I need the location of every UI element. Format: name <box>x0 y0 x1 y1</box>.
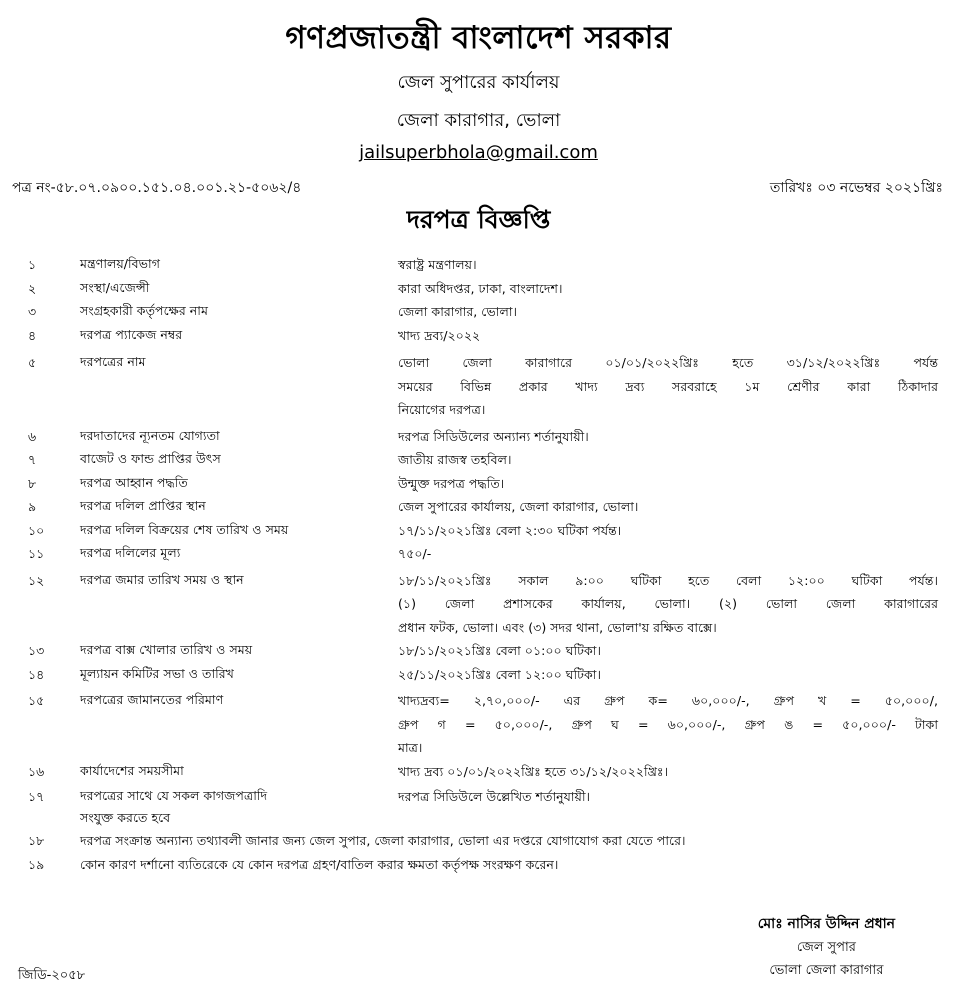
reference-number: পত্র নং-৫৮.০৭.০৯০০.১৫১.০৪.০০১.২১-৫০৬২/৪ <box>12 180 302 196</box>
row-value: দরপত্র সিডিউলের অন্যান্য শর্তানুযায়ী। <box>398 428 589 444</box>
serial-number: ১৬ <box>28 763 45 779</box>
row-value-line: প্রধান ফটক, ভোলা। এবং (৩) সদর থানা, ভোলা'য় রক্ষিত বাক্সে। <box>398 619 717 635</box>
signatory-designation: জেল সুপার <box>796 940 856 955</box>
government-title: গণপ্রজাতন্ত্রী বাংলাদেশ সরকার <box>285 20 672 56</box>
row-value: উন্মুক্ত দরপত্র পদ্ধতি। <box>398 475 505 491</box>
row-label <box>80 785 398 829</box>
row-label: সংগ্রহকারী কর্তৃপক্ষের নাম <box>80 303 208 318</box>
table-row <box>0 495 957 519</box>
table-row <box>0 277 957 301</box>
serial-number: ১২ <box>28 572 45 588</box>
row-value: জাতীয় রাজস্ব তহবিল। <box>398 452 512 467</box>
row-label: দরপত্র বাক্স খোলার তারিখ ও সময় <box>80 642 253 657</box>
row-value-line: মাত্র। <box>398 740 423 755</box>
row-value: কারা অধিদপ্তর, ঢাকা, বাংলাদেশ। <box>398 280 563 296</box>
table-row <box>0 425 957 449</box>
signature-block <box>758 913 895 982</box>
serial-number: ১৯ <box>28 857 45 872</box>
row-value: ১৭/১১/২০২১খ্রিঃ বেলা ২:৩০ ঘটিকা পর্যন্ত। <box>398 522 622 538</box>
serial-number: ৯ <box>28 499 37 514</box>
table-row <box>0 689 957 760</box>
row-value: ১৮/১১/২০২১খ্রিঃ বেলা ০১:০০ ঘটিকা। <box>398 643 601 658</box>
row-value: খাদ্য দ্রব্য/২০২২ <box>398 327 481 343</box>
table-row <box>0 448 957 472</box>
table-row <box>0 351 957 422</box>
row-label: দরপত্র দলিলের মূল্য <box>80 545 181 560</box>
table-row <box>0 853 957 877</box>
serial-number: ১১ <box>28 546 45 561</box>
row-label: মন্ত্রণালয়/বিভাগ <box>80 256 160 271</box>
notice-title: দরপত্র বিজ্ঞপ্তি <box>406 205 551 234</box>
row-label: কার্যাদেশের সময়সীমা <box>80 762 184 778</box>
full-row-text: কোন কারণ দর্শানো ব্যতিরেকে যে কোন দরপত্র গ্রহণ/বাতিল করার ক্ষমতা কর্তৃপক্ষ সংরক্ষণ করেন। <box>80 857 559 872</box>
serial-number: ১৪ <box>28 666 45 682</box>
row-label-line: দরপত্রের সাথে যে সকল কাগজপত্রাদি <box>80 788 268 803</box>
table-row <box>0 253 957 277</box>
row-value: জেলা কারাগার, ভোলা। <box>398 304 517 319</box>
row-label: বাজেট ও ফান্ড প্রাপ্তির উৎস <box>80 451 221 466</box>
row-value: খাদ্য দ্রব্য ০১/০১/২০২২খ্রিঃ হতে ৩১/১২/২০২২খ্রিঃ। <box>398 763 669 779</box>
table-row <box>0 300 957 324</box>
serial-number: ৫ <box>28 355 37 370</box>
row-value-line: ১৮/১১/২০২১খ্রিঃ সকাল ৯:০০ ঘটিকা হতে বেলা ১২:০০ ঘটিকা পর্যন্ত। <box>398 572 938 588</box>
row-label: মূল্যায়ন কমিটির সভা ও তারিখ <box>80 665 234 681</box>
row-label: দরপত্র দলিল প্রাপ্তির স্থান <box>80 498 206 513</box>
row-label: দরপত্র প্যাকেজ নম্বর <box>80 326 183 342</box>
serial-number: ১০ <box>28 522 45 538</box>
row-value <box>398 689 938 760</box>
row-value-line: (১) জেলা প্রশাসকের কার্যালয়, ভোলা। (২) ভোলা জেলা কারাগারের <box>398 596 938 611</box>
table-row <box>0 569 957 640</box>
serial-number: ১ <box>28 257 37 272</box>
row-value-line: নিয়োগের দরপত্র। <box>398 402 486 417</box>
row-value-line: ভোলা জেলা কারাগারে ০১/০১/২০২২খ্রিঃ হতে ৩১/১২/২০২২খ্রিঃ পর্যন্ত <box>398 355 938 370</box>
serial-number: ৮ <box>28 475 37 491</box>
row-label-line: সংযুক্ত করতে হবে <box>80 810 171 825</box>
row-value: স্বরাষ্ট্র মন্ত্রণালয়। <box>398 257 477 272</box>
signatory-name: মোঃ নাসির উদ্দিন প্রধান <box>757 916 895 932</box>
serial-number: ৭ <box>28 452 37 467</box>
row-value-line: সময়ের বিভিন্ন প্রকার খাদ্য দ্রব্য সরবরাহে ১ম শ্রেণীর কারা ঠিকাদার <box>398 378 938 394</box>
row-label: দরপত্র জমার তারিখ সময় ও স্থান <box>80 571 244 587</box>
table-row <box>0 639 957 663</box>
gd-number: জিডি-২০৫৮ <box>18 968 86 983</box>
row-value: ২৫/১১/২০২১খ্রিঃ বেলা ১২:০০ ঘটিকা। <box>398 666 601 682</box>
row-value <box>398 351 938 422</box>
row-label: দরপত্রের নাম <box>80 354 146 369</box>
row-label: দরদাতাদের ন্যূনতম যোগ্যতা <box>80 427 220 443</box>
office-name: জেল সুপারের কার্যালয় <box>397 72 560 93</box>
signatory-office: ভোলা জেলা কারাগার <box>769 963 884 978</box>
serial-number: ৪ <box>28 327 37 343</box>
table-row <box>0 324 957 348</box>
row-label: দরপত্রের জামানতের পরিমাণ <box>80 692 224 707</box>
table-row <box>0 663 957 687</box>
notice-date: তারিখঃ ০৩ নভেম্বর ২০২১খ্রিঃ <box>769 180 943 196</box>
row-value: দরপত্র সিডিউলে উল্লেখিত শর্তানুযায়ী। <box>398 789 591 804</box>
row-label: দরপত্র দলিল বিক্রয়ের শেষ তারিখ ও সময় <box>80 521 289 537</box>
row-value: জেল সুপারের কার্যালয়, জেলা কারাগার, ভোলা। <box>398 499 639 514</box>
table-row <box>0 472 957 496</box>
row-label: সংস্থা/এজেন্সী <box>80 279 150 295</box>
table-row <box>0 829 957 853</box>
row-value <box>398 569 938 640</box>
serial-number: ২ <box>28 280 37 296</box>
serial-number: ১৮ <box>28 833 45 848</box>
table-row <box>0 542 957 566</box>
serial-number: ৩ <box>28 304 37 319</box>
table-row <box>0 760 957 784</box>
row-value-line: গ্রুপ গ = ৫০,০০০/-, গ্রুপ ঘ = ৬০,০০০/-, গ্রুপ ঙ = ৫০,০০০/- টাকা <box>398 716 938 732</box>
jail-name: জেলা কারাগার, ভোলা <box>396 110 561 131</box>
email-address[interactable]: jailsuperbhola@gmail.com <box>359 142 598 163</box>
row-value: ৭৫০/- <box>398 546 432 561</box>
full-row-text: দরপত্র সংক্রান্ত অন্যান্য তথ্যাবলী জানার জন্য জেল সুপার, জেলা কারাগার, ভোলা এর দপ্তরে যোগাযোগ করা যেতে পারে। <box>80 833 686 848</box>
serial-number: ১৫ <box>28 693 45 708</box>
table-row <box>0 519 957 543</box>
serial-number: ১৭ <box>28 789 45 804</box>
serial-number: ৬ <box>28 428 37 444</box>
tender-details-list <box>0 253 957 877</box>
table-row <box>0 785 957 829</box>
serial-number: ১৩ <box>28 643 45 658</box>
row-label: দরপত্র আহ্বান পদ্ধতি <box>80 474 188 490</box>
row-value-line: খাদ্যদ্রব্য= ২,৭০,০০০/- এর গ্রুপ ক= ৬০,০০০/-, গ্রুপ খ = ৫০,০০০/, <box>398 693 938 708</box>
